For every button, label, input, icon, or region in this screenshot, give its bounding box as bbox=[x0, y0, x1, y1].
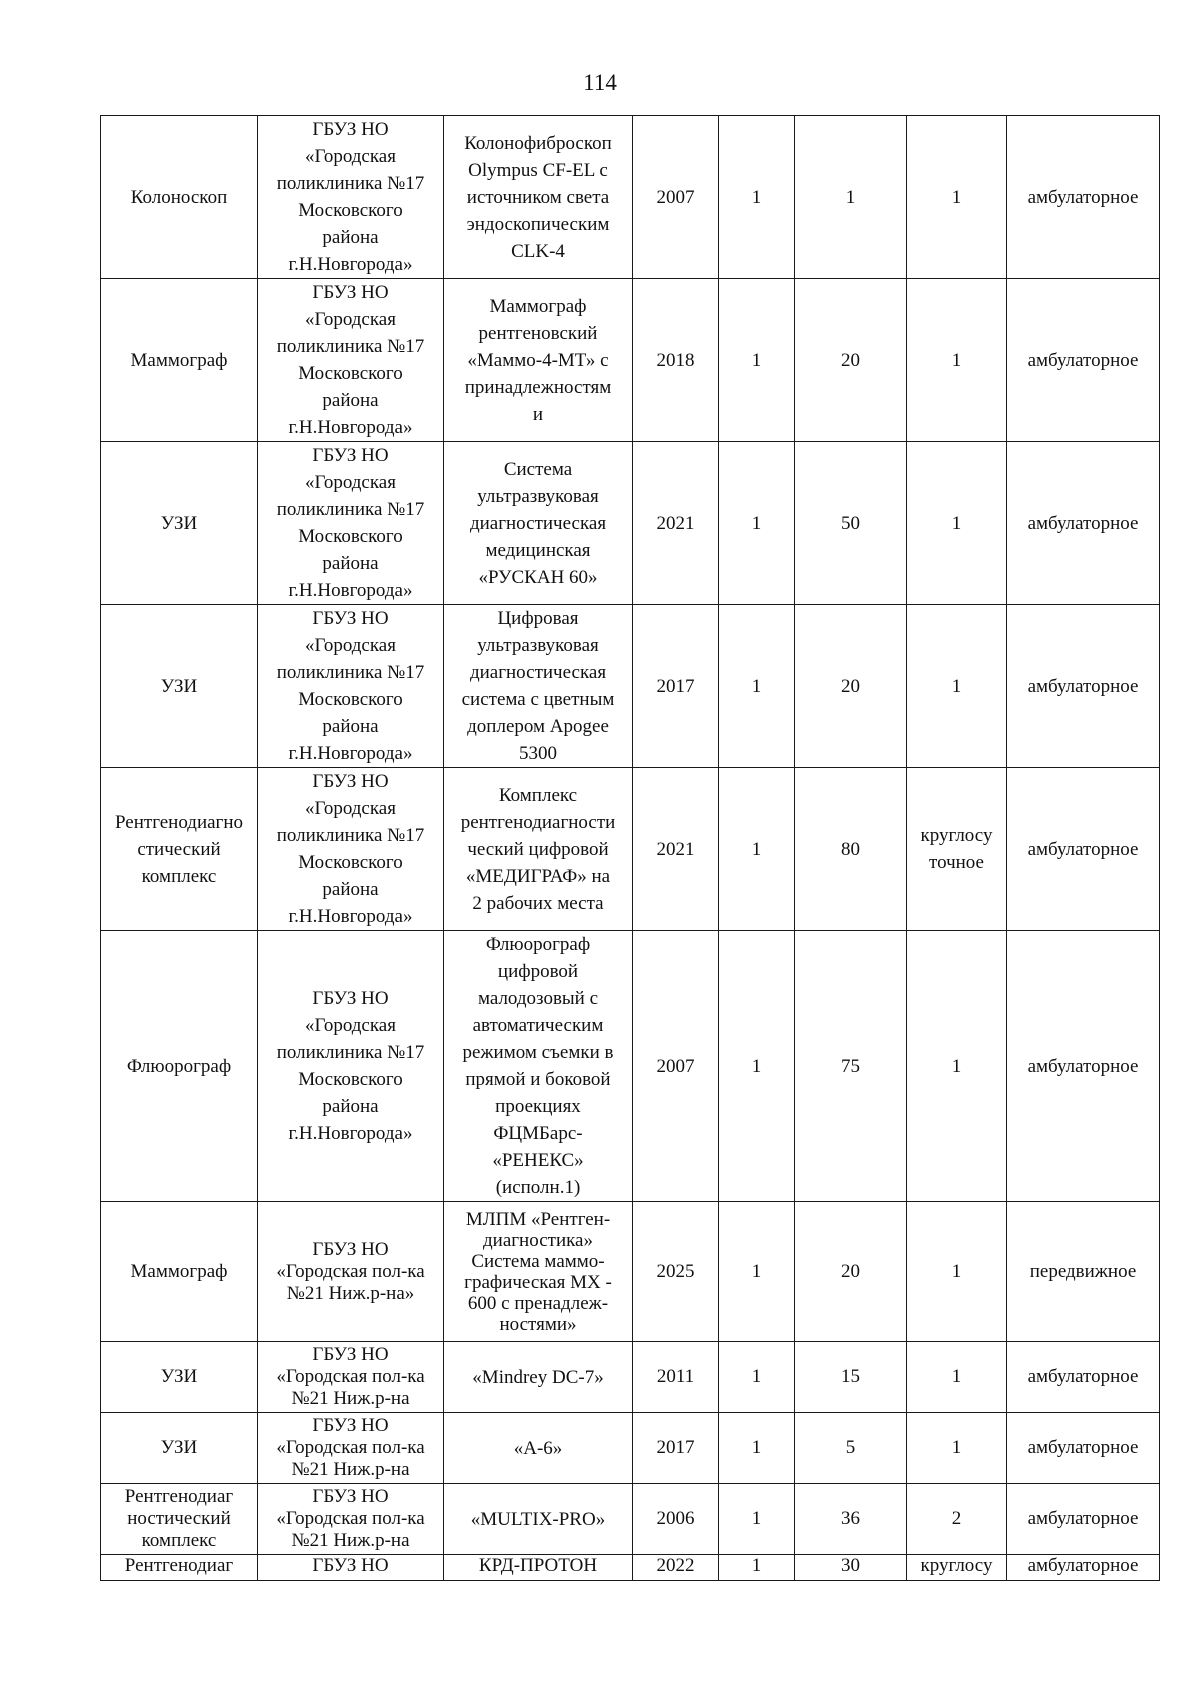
equipment-name-cell-line: «А-6» bbox=[513, 1437, 563, 1459]
table-row bbox=[101, 1555, 1160, 1581]
count-cell: 1 bbox=[719, 1555, 795, 1581]
equipment-type-cell-line: Маммограф bbox=[130, 1260, 228, 1282]
equipment-type-cell bbox=[101, 1484, 258, 1555]
equipment-name-cell bbox=[444, 1413, 633, 1484]
load-cell: 80 bbox=[795, 768, 907, 931]
organization-cell-line: района bbox=[322, 716, 379, 737]
page-number: 114 bbox=[583, 70, 617, 95]
equipment-name-cell-line: CLK-4 bbox=[511, 240, 565, 262]
equipment-type-cell-line: УЗИ bbox=[160, 675, 198, 697]
shifts-cell-line: 1 bbox=[951, 512, 962, 534]
equipment-type-cell bbox=[101, 931, 258, 1202]
shifts-cell bbox=[907, 279, 1007, 442]
year-cell: 2007 bbox=[633, 116, 719, 279]
equipment-name-cell bbox=[444, 1202, 633, 1342]
equipment-type-cell-line: стический bbox=[137, 838, 221, 860]
mode-cell: амбулаторное bbox=[1007, 1484, 1160, 1555]
equipment-name-cell-line: КРД-ПРОТОН bbox=[478, 1555, 598, 1576]
equipment-name-cell bbox=[444, 931, 633, 1202]
organization-cell-line: «Городская bbox=[305, 798, 396, 819]
mode-cell: амбулаторное bbox=[1007, 605, 1160, 768]
organization-cell-line: района bbox=[322, 1096, 379, 1117]
organization-cell-line: ГБУЗ НО bbox=[312, 988, 389, 1009]
organization-cell-line: №21 Ниж.р-на bbox=[291, 1459, 410, 1480]
shifts-cell bbox=[907, 1342, 1007, 1413]
organization-cell-line: Московского bbox=[298, 1069, 403, 1090]
shifts-cell bbox=[907, 1413, 1007, 1484]
organization-cell bbox=[258, 1342, 444, 1413]
equipment-name-cell-line: эндоскопическим bbox=[466, 213, 610, 235]
year-cell: 2011 bbox=[633, 1342, 719, 1413]
equipment-name-cell bbox=[444, 116, 633, 279]
equipment-name-cell-line: доплером Apogee bbox=[467, 716, 609, 737]
equipment-name-cell-line: 2 рабочих места bbox=[472, 892, 604, 914]
equipment-name-cell-line: автоматическим bbox=[472, 1015, 604, 1036]
organization-cell-line: №21 Ниж.р-на bbox=[291, 1388, 410, 1409]
equipment-type-cell-line: УЗИ bbox=[160, 1437, 198, 1458]
equipment-name-cell-line: диагностическая bbox=[469, 662, 607, 683]
equipment-type-cell-line: ностический bbox=[127, 1508, 231, 1529]
count-cell: 1 bbox=[719, 279, 795, 442]
load-cell: 75 bbox=[795, 931, 907, 1202]
organization-cell-line: района bbox=[322, 227, 379, 248]
organization-cell bbox=[258, 1484, 444, 1555]
organization-cell-line: «Городская bbox=[305, 1015, 396, 1036]
equipment-name-cell bbox=[444, 605, 633, 768]
equipment-type-cell bbox=[101, 605, 258, 768]
organization-cell-line: поликлиника №17 bbox=[276, 662, 425, 683]
table-row bbox=[101, 931, 1160, 1202]
equipment-table bbox=[100, 115, 1160, 1581]
shifts-cell-line: 1 bbox=[951, 186, 962, 208]
equipment-name-cell-line: система с цветным bbox=[461, 689, 615, 710]
organization-cell-line: «Городская bbox=[305, 146, 396, 167]
equipment-type-cell-line: Рентгенодиагно bbox=[114, 811, 244, 833]
table-row bbox=[101, 279, 1160, 442]
equipment-type-cell-line: УЗИ bbox=[160, 512, 198, 534]
organization-cell-line: Московского bbox=[298, 363, 403, 384]
equipment-type-cell-line: Маммограф bbox=[130, 349, 228, 371]
organization-cell-line: Московского bbox=[298, 689, 403, 710]
organization-cell-line: г.Н.Новгорода» bbox=[288, 254, 413, 275]
equipment-type-cell-line: комплекс bbox=[141, 1530, 217, 1551]
organization-cell bbox=[258, 1555, 444, 1581]
shifts-cell-line: круглосу bbox=[920, 1555, 993, 1576]
equipment-name-cell-line: малодозовый с bbox=[477, 988, 599, 1009]
count-cell: 1 bbox=[719, 605, 795, 768]
shifts-cell-line: 1 bbox=[951, 349, 962, 371]
equipment-name-cell-line: «MULTIX-PRO» bbox=[470, 1508, 606, 1530]
equipment-type-cell-line: УЗИ bbox=[160, 1366, 198, 1387]
organization-cell bbox=[258, 442, 444, 605]
equipment-name-cell-line: «РУСКАН 60» bbox=[478, 566, 598, 588]
equipment-name-cell-line: диагностика» bbox=[483, 1229, 593, 1251]
equipment-name-cell bbox=[444, 1555, 633, 1581]
count-cell: 1 bbox=[719, 1413, 795, 1484]
organization-cell-line: «Городская пол-ка bbox=[276, 1508, 425, 1529]
mode-cell: амбулаторное bbox=[1007, 768, 1160, 931]
equipment-type-cell bbox=[101, 442, 258, 605]
year-cell: 2017 bbox=[633, 605, 719, 768]
load-cell: 20 bbox=[795, 605, 907, 768]
shifts-cell-line: 1 bbox=[951, 1055, 962, 1077]
equipment-type-cell-line: Рентгенодиаг bbox=[124, 1555, 234, 1576]
equipment-name-cell-line: диагностическая bbox=[469, 512, 607, 534]
year-cell: 2017 bbox=[633, 1413, 719, 1484]
equipment-name-cell-line: медицинская bbox=[485, 539, 591, 561]
shifts-cell-line: 1 bbox=[951, 1366, 962, 1387]
organization-cell-line: «Городская пол-ка bbox=[276, 1366, 425, 1387]
shifts-cell-line: 1 bbox=[951, 1260, 962, 1282]
organization-cell-line: «Городская пол-ка bbox=[276, 1437, 425, 1458]
equipment-type-cell-line: Рентгенодиаг bbox=[124, 1486, 234, 1507]
equipment-name-cell-line: 5300 bbox=[519, 743, 557, 764]
shifts-cell bbox=[907, 605, 1007, 768]
mode-cell: передвижное bbox=[1007, 1202, 1160, 1342]
shifts-cell bbox=[907, 931, 1007, 1202]
equipment-name-cell-line: Olympus CF-EL с bbox=[468, 159, 608, 181]
organization-cell bbox=[258, 1413, 444, 1484]
organization-cell bbox=[258, 116, 444, 279]
organization-cell-line: Московского bbox=[298, 852, 403, 873]
organization-cell-line: г.Н.Новгорода» bbox=[288, 743, 413, 764]
organization-cell-line: района bbox=[322, 879, 379, 900]
organization-cell-line: №21 Ниж.р-на bbox=[291, 1530, 410, 1551]
equipment-name-cell bbox=[444, 1342, 633, 1413]
year-cell: 2021 bbox=[633, 768, 719, 931]
equipment-name-cell-line: ческий цифровой bbox=[467, 838, 609, 860]
table-row bbox=[101, 1342, 1160, 1413]
organization-cell-line: ГБУЗ НО bbox=[312, 1555, 389, 1576]
organization-cell-line: поликлиника №17 bbox=[276, 336, 425, 357]
equipment-name-cell-line: (исполн.1) bbox=[495, 1177, 581, 1198]
organization-cell-line: ГБУЗ НО bbox=[312, 1415, 389, 1436]
shifts-cell-line: круглосу bbox=[920, 825, 993, 846]
equipment-type-cell bbox=[101, 1202, 258, 1342]
table-row bbox=[101, 768, 1160, 931]
mode-cell: амбулаторное bbox=[1007, 1413, 1160, 1484]
equipment-name-cell-line: «РЕНЕКС» bbox=[492, 1150, 584, 1171]
load-cell: 36 bbox=[795, 1484, 907, 1555]
organization-cell-line: г.Н.Новгорода» bbox=[288, 906, 413, 927]
equipment-name-cell-line: «Маммо-4-МТ» с bbox=[467, 349, 609, 371]
equipment-name-cell-line: и bbox=[532, 403, 544, 425]
count-cell: 1 bbox=[719, 931, 795, 1202]
organization-cell-line: «Городская bbox=[305, 635, 396, 656]
equipment-name-cell-line: 600 с пренадлеж- bbox=[467, 1292, 609, 1314]
organization-cell-line: г.Н.Новгорода» bbox=[288, 417, 413, 438]
load-cell: 30 bbox=[795, 1555, 907, 1581]
equipment-name-cell bbox=[444, 442, 633, 605]
organization-cell bbox=[258, 768, 444, 931]
mode-cell: амбулаторное bbox=[1007, 442, 1160, 605]
organization-cell-line: ГБУЗ НО bbox=[312, 119, 389, 140]
equipment-name-cell-line: Колонофиброскоп bbox=[464, 132, 612, 154]
load-cell: 20 bbox=[795, 1202, 907, 1342]
organization-cell-line: «Городская bbox=[305, 472, 396, 493]
count-cell: 1 bbox=[719, 1342, 795, 1413]
organization-cell-line: ГБУЗ НО bbox=[312, 1486, 389, 1507]
organization-cell-line: ГБУЗ НО bbox=[312, 282, 389, 303]
equipment-name-cell-line: ностями» bbox=[499, 1313, 577, 1335]
year-cell: 2007 bbox=[633, 931, 719, 1202]
table-row bbox=[101, 116, 1160, 279]
shifts-cell bbox=[907, 1484, 1007, 1555]
organization-cell-line: района bbox=[322, 553, 379, 574]
load-cell: 5 bbox=[795, 1413, 907, 1484]
equipment-name-cell-line: МЛПМ «Рентген- bbox=[465, 1208, 611, 1230]
table-body bbox=[101, 116, 1160, 1581]
load-cell: 1 bbox=[795, 116, 907, 279]
equipment-type-cell-line: Флюорограф bbox=[126, 1055, 232, 1077]
equipment-type-cell bbox=[101, 1413, 258, 1484]
equipment-name-cell bbox=[444, 1484, 633, 1555]
shifts-cell-line: точное bbox=[929, 852, 984, 873]
load-cell: 15 bbox=[795, 1342, 907, 1413]
equipment-name-cell-line: рентгенодиагности bbox=[460, 811, 616, 833]
equipment-name-cell-line: прямой и боковой bbox=[465, 1069, 611, 1090]
shifts-cell-line: 1 bbox=[951, 1437, 962, 1458]
equipment-name-cell-line: ультразвуковая bbox=[477, 485, 599, 507]
organization-cell-line: поликлиника №17 bbox=[276, 173, 425, 194]
organization-cell-line: поликлиника №17 bbox=[276, 499, 425, 520]
table-row bbox=[101, 1484, 1160, 1555]
equipment-name-cell-line: Комплекс bbox=[498, 784, 578, 806]
equipment-type-cell bbox=[101, 1342, 258, 1413]
count-cell: 1 bbox=[719, 1202, 795, 1342]
shifts-cell-line: 2 bbox=[951, 1508, 962, 1529]
equipment-type-cell bbox=[101, 116, 258, 279]
equipment-name-cell-line: «МЕДИГРАФ» на bbox=[465, 865, 611, 887]
shifts-cell bbox=[907, 1555, 1007, 1581]
organization-cell-line: ГБУЗ НО bbox=[312, 445, 389, 466]
organization-cell-line: №21 Ниж.р-на» bbox=[286, 1282, 415, 1304]
organization-cell-line: района bbox=[322, 390, 379, 411]
organization-cell-line: поликлиника №17 bbox=[276, 1042, 425, 1063]
equipment-name-cell-line: цифровой bbox=[497, 961, 579, 982]
organization-cell-line: «Городская bbox=[305, 309, 396, 330]
organization-cell-line: г.Н.Новгорода» bbox=[288, 580, 413, 601]
year-cell: 2021 bbox=[633, 442, 719, 605]
equipment-name-cell-line: Флюорограф bbox=[485, 934, 591, 955]
shifts-cell-line: 1 bbox=[951, 675, 962, 697]
year-cell: 2006 bbox=[633, 1484, 719, 1555]
equipment-type-cell bbox=[101, 768, 258, 931]
mode-cell: амбулаторное bbox=[1007, 116, 1160, 279]
equipment-name-cell-line: режимом съемки в bbox=[462, 1042, 614, 1063]
shifts-cell bbox=[907, 1202, 1007, 1342]
organization-cell-line: ГБУЗ НО bbox=[312, 1344, 389, 1365]
equipment-name-cell-line: Маммограф bbox=[489, 295, 587, 317]
table-row bbox=[101, 442, 1160, 605]
year-cell: 2022 bbox=[633, 1555, 719, 1581]
shifts-cell bbox=[907, 116, 1007, 279]
equipment-name-cell bbox=[444, 768, 633, 931]
equipment-name-cell-line: графическая МХ - bbox=[464, 1271, 612, 1293]
equipment-type-cell bbox=[101, 1555, 258, 1581]
equipment-name-cell-line: принадлежностям bbox=[464, 376, 612, 398]
organization-cell-line: ГБУЗ НО bbox=[312, 608, 389, 629]
organization-cell-line: г.Н.Новгорода» bbox=[288, 1123, 413, 1144]
equipment-type-cell-line: Колоноскоп bbox=[130, 186, 228, 208]
equipment-name-cell-line: ультразвуковая bbox=[477, 635, 599, 656]
organization-cell-line: ГБУЗ НО bbox=[312, 771, 389, 792]
organization-cell bbox=[258, 279, 444, 442]
load-cell: 50 bbox=[795, 442, 907, 605]
equipment-name-cell-line: Система bbox=[503, 458, 573, 480]
organization-cell bbox=[258, 605, 444, 768]
equipment-name-cell-line: ФЦМБарс- bbox=[493, 1123, 583, 1144]
organization-cell-line: Московского bbox=[298, 526, 403, 547]
equipment-type-cell-line: комплекс bbox=[141, 865, 217, 887]
organization-cell bbox=[258, 1202, 444, 1342]
equipment-name-cell-line: Система маммо- bbox=[471, 1250, 605, 1272]
mode-cell: амбулаторное bbox=[1007, 1555, 1160, 1581]
organization-cell-line: Московского bbox=[298, 200, 403, 221]
mode-cell: амбулаторное bbox=[1007, 1342, 1160, 1413]
organization-cell bbox=[258, 931, 444, 1202]
count-cell: 1 bbox=[719, 768, 795, 931]
year-cell: 2018 bbox=[633, 279, 719, 442]
mode-cell: амбулаторное bbox=[1007, 279, 1160, 442]
equipment-name-cell-line: рентгеновский bbox=[478, 322, 598, 344]
shifts-cell bbox=[907, 768, 1007, 931]
equipment-name-cell-line: Цифровая bbox=[497, 608, 579, 629]
organization-cell-line: ГБУЗ НО bbox=[312, 1238, 389, 1260]
mode-cell: амбулаторное bbox=[1007, 931, 1160, 1202]
shifts-cell bbox=[907, 442, 1007, 605]
table-row bbox=[101, 605, 1160, 768]
equipment-name-cell-line: источником света bbox=[466, 186, 610, 208]
table-row bbox=[101, 1413, 1160, 1484]
count-cell: 1 bbox=[719, 442, 795, 605]
organization-cell-line: «Городская пол-ка bbox=[276, 1260, 425, 1282]
count-cell: 1 bbox=[719, 116, 795, 279]
equipment-name-cell bbox=[444, 279, 633, 442]
organization-cell-line: поликлиника №17 bbox=[276, 825, 425, 846]
equipment-name-cell-line: проекциях bbox=[495, 1096, 581, 1117]
table-row bbox=[101, 1202, 1160, 1342]
equipment-type-cell bbox=[101, 279, 258, 442]
load-cell: 20 bbox=[795, 279, 907, 442]
count-cell: 1 bbox=[719, 1484, 795, 1555]
year-cell: 2025 bbox=[633, 1202, 719, 1342]
equipment-name-cell-line: «Mindrey DC-7» bbox=[472, 1366, 604, 1388]
